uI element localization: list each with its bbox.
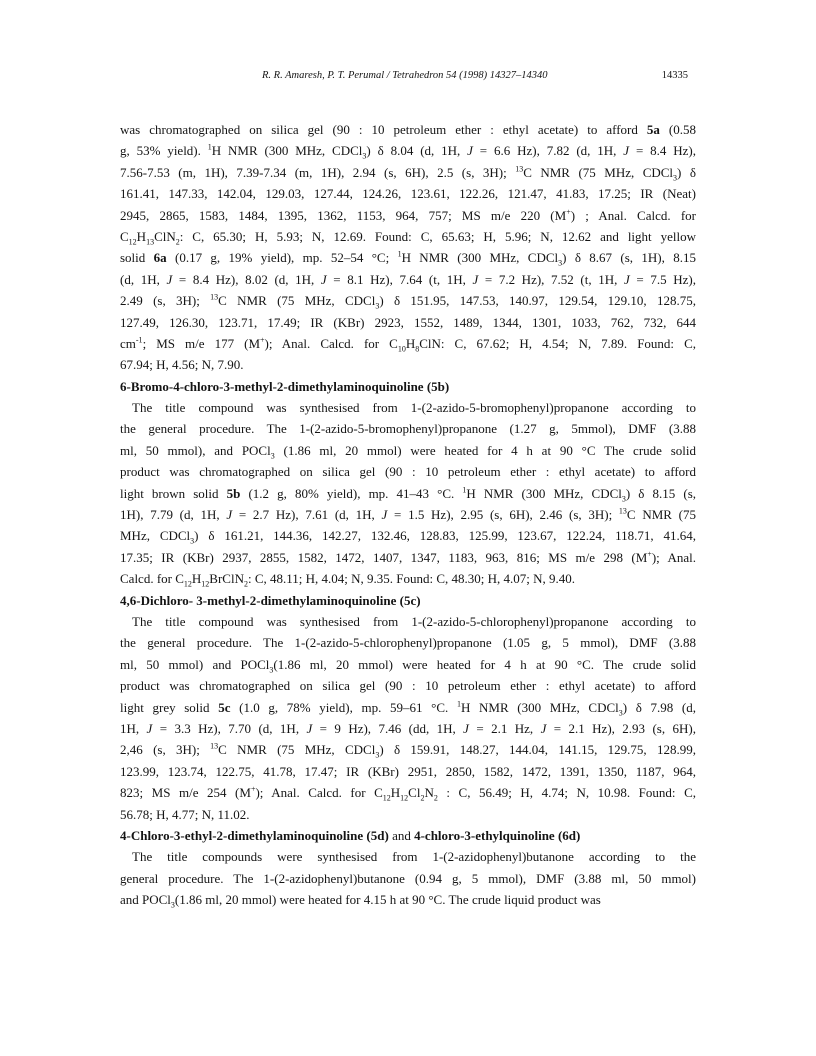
text-line: the general procedure. The 1-(2-azido-5-chlorophenyl)propanone (1.05 g, 5 mmol), DMF (3.88	[120, 635, 696, 651]
paragraph	[120, 611, 696, 825]
section-heading: 4,6-Dichloro- 3-methyl-2-dimethylaminoquinoline (5c)	[120, 592, 421, 608]
section-heading: 4-Chloro-3-ethyl-2-dimethylaminoquinoline (5d) and 4-chloro-3-ethylquinoline (6d)	[120, 827, 581, 843]
text-line: The title compound was synthesised from 1-(2-azido-5-chlorophenyl)propanone according to	[132, 613, 696, 629]
text-line: The title compound was synthesised from 1-(2-azido-5-bromophenyl)propanone according to	[132, 400, 696, 416]
text-line: (d, 1H, J = 8.4 Hz), 8.02 (d, 1H, J = 8.1 Hz), 7.64 (t, 1H, J = 7.2 Hz), 7.52 (t, 1H, J = 7.5 Hz),	[120, 271, 696, 287]
text-line: g, 53% yield). $^1$H NMR (300 MHz, CDCl$_3$) δ 8.04 (d, 1H, J = 6.6 Hz), 7.82 (d, 1H, J = 8.4 Hz),	[120, 143, 696, 161]
text-line: 127.49, 126.30, 123.71, 17.49; IR (KBr) 2923, 1552, 1489, 1344, 1301, 1033, 762, 732, 644	[120, 314, 696, 330]
text-line: 823; MS m/e 254 (M+); Anal. Calcd. for $C_{12}H_{12}Cl_2N_2$ : C, 56.49; H, 4.74; N, 10.98. Found: C,	[120, 784, 696, 803]
text-line: 1H), 7.79 (d, 1H, J = 2.7 Hz), 7.61 (d, 1H, J = 1.5 Hz), 2.95 (s, 6H), 2.46 (s, 3H); $^{13}$C NMR (75	[120, 506, 696, 523]
text-line: general procedure. The 1-(2-azidophenyl)butanone (0.94 g, 5 mmol), DMF (3.88 ml, 50 mmol)	[120, 870, 696, 886]
header-citation: R. R. Amaresh, P. T. Perumal / Tetrahedron 54 (1998) 14327–14340	[262, 70, 548, 81]
text-line: solid 6a (0.17 g, 19% yield), mp. 52–54 °C; $^1$H NMR (300 MHz, CDCl$_3$) δ 8.67 (s, 1H), 8.15	[120, 250, 696, 268]
text-line: light grey solid 5c (1.0 g, 78% yield), mp. 59–61 °C. $^1$H NMR (300 MHz, CDCl$_3$) δ 7.98 (d,	[120, 699, 696, 718]
text-line: 123.99, 123.74, 122.75, 41.78, 17.47; IR (KBr) 2951, 2850, 1582, 1472, 1391, 1350, 1187, 964,	[120, 763, 696, 779]
page-number: 14335	[661, 70, 688, 81]
text-line: product was chromatographed on silica gel (90 : 10 petroleum ether : ethyl acetate) to afford	[120, 464, 696, 480]
text-line: MHz, CDCl$_3$) δ 161.21, 144.36, 142.27, 132.46, 128.83, 125.99, 123.67, 122.24, 118.71, 41.64,	[120, 528, 696, 547]
paragraph	[120, 119, 696, 376]
text-line: was chromatographed on silica gel (90 : 10 petroleum ether : ethyl acetate) to afford 5a (0.58	[120, 122, 696, 137]
text-line: 56.78; H, 4.77; N, 11.02.	[120, 806, 250, 822]
text-line: 2,46 (s, 3H); $^{13}$C NMR (75 MHz, CDCl$_3$) δ 159.91, 148.27, 144.04, 141.15, 129.75, 128.99,	[120, 742, 696, 760]
section-heading: 6-Bromo-4-chloro-3-methyl-2-dimethylaminoquinoline (5b)	[120, 378, 450, 394]
text-line: 17.35; IR (KBr) 2937, 2855, 1582, 1472, 1407, 1347, 1183, 963, 816; MS m/e 298 (M+); Anal.	[120, 549, 696, 565]
paragraph	[120, 397, 696, 590]
text-line: product was chromatographed on silica gel (90 : 10 petroleum ether : ethyl acetate) to afford	[120, 678, 696, 694]
text-line: 2945, 2865, 1583, 1484, 1395, 1362, 1153, 964, 757; MS m/e 220 (M+) ; Anal. Calcd. for	[120, 207, 696, 223]
text-line: ml, 50 mmol), and POCl$_3$ (1.86 ml, 20 mmol) were heated for 4 h at 90 °C The crude solid	[120, 442, 696, 461]
text-line: 7.56-7.53 (m, 1H), 7.39-7.34 (m, 1H), 2.94 (s, 6H), 2.5 (s, 3H); $^{13}$C NMR (75 MHz, CDCl$_3$) δ	[120, 164, 696, 183]
text-line: 161.41, 147.33, 142.04, 129.03, 127.44, 124.26, 123.61, 122.26, 121.47, 41.83, 17.25; IR (Neat)	[120, 186, 696, 202]
text-line: 1H, J = 3.3 Hz), 7.70 (d, 1H, J = 9 Hz), 7.46 (dd, 1H, J = 2.1 Hz, J = 2.1 Hz), 2.93 (s, 6H),	[120, 720, 696, 736]
text-line: ml, 50 mmol) and POCl$_3$(1.86 ml, 20 mmol) were heated for 4 h at 90 °C. The crude solid	[120, 656, 696, 675]
running-header	[112, 70, 704, 88]
text-line: $cm^{-1}$; MS m/e 177 (M+); Anal. Calcd. for $C_{10}H_8ClN$: C, 67.62; H, 4.54; N, 7.89. Found: C,	[120, 335, 696, 354]
text-line: the general procedure. The 1-(2-azido-5-bromophenyl)propanone (1.27 g, 5mmol), DMF (3.88	[120, 421, 696, 437]
article-body	[120, 119, 696, 910]
text-line: $C_{12}H_{13}ClN_2$: C, 65.30; H, 5.93; N, 12.69. Found: C, 65.63; H, 5.96; N, 12.62 and light yellow	[120, 228, 696, 247]
text-line: 2.49 (s, 3H); $^{13}$C NMR (75 MHz, CDCl$_3$) δ 151.95, 147.53, 140.97, 129.54, 129.10, 128.75,	[120, 292, 696, 311]
paragraph	[120, 846, 696, 910]
text-line: and POCl$_3$(1.86 ml, 20 mmol) were heated for 4.15 h at 90 °C. The crude liquid product was	[120, 892, 601, 910]
text-line: Calcd. for $C_{12}H_{12}BrClN_2$: C, 48.11; H, 4.04; N, 9.35. Found: C, 48.30; H, 4.07; N, 9.40.	[120, 571, 576, 589]
text-line: 67.94; H, 4.56; N, 7.90.	[120, 357, 244, 373]
text-line: The title compounds were synthesised from 1-(2-azidophenyl)butanone according to the	[132, 849, 696, 865]
text-line: light brown solid 5b (1.2 g, 80% yield), mp. 41–43 °C. $^1$H NMR (300 MHz, CDCl$_3$) δ 8.15 (s,	[120, 485, 696, 504]
